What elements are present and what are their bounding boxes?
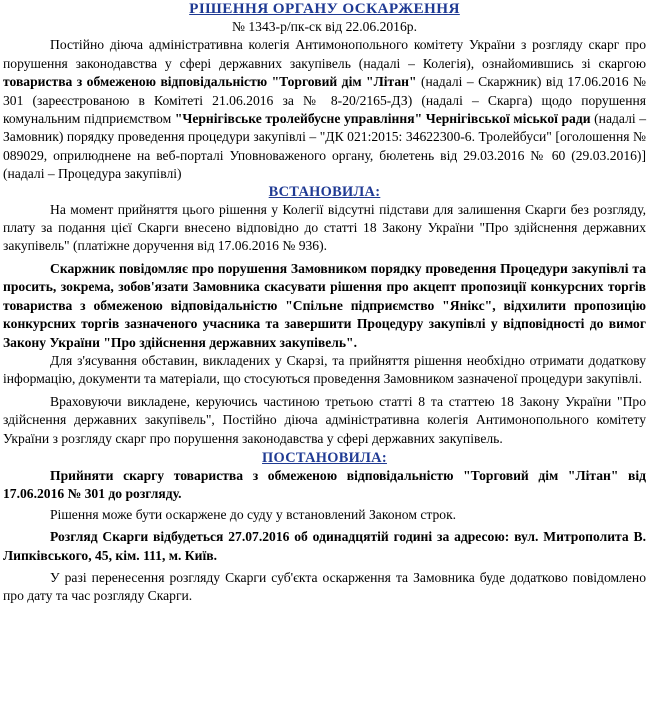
resolved-paragraph-2: Рішення може бути оскаржене до суду у встановлений Законом строк. bbox=[50, 506, 457, 522]
document-title: РІШЕННЯ ОРГАНУ ОСКАРЖЕННЯ bbox=[189, 0, 460, 17]
intro-text-3: (надалі – Замовник) порядку проведення процедури закупівлі – "ДК 021:2015: 34622300-6. Тролейбуси" [оголошення № 089029, оприлюднене на веб-порталі Уповноваженого органу, бюлетень від 29.03.2016 № 60 (29.03.2016)] (надалі – Процедура закупівлі) bbox=[3, 111, 647, 182]
established-paragraph-1: На момент прийняття цього рішення у Колегії відсутні підстави для залишення Скарги без розгляду, плату за подання цієї Скарги внесено відповідно до статті 18 Закону України "Про здійснення державних закупівель" (платіжне доручення від 17.06.2016 № 936). bbox=[3, 201, 646, 254]
hearing-details: Розгляд Скарги відбудеться 27.07.2016 об одинадцятій годині за адресою: вул. Митрополита В. Липківського, 45, кім. 111, м. Київ. bbox=[3, 529, 646, 563]
resolved-paragraph-1: Прийняти скаргу товариства з обмеженою відповідальністю "Торговий дім "Літан" від 17.06.2016 № 301 до розгляду. bbox=[3, 467, 646, 502]
complaint-summary: Скаржник повідомляє про порушення Замовником порядку проведення Процедури закупівлі та просить, зокрема, зобов'язати Замовника скасувати рішення про акцепт пропозиції конкурсних торгів товариства з обмеженою відповідальністю "Спільне підприємство "Янікс", відхилити пропозицію конкурсних торгів зазначеного учасника та завершити Процедуру закупівлі у відповідності до вимог Закону України "Про здійснення державних закупівель". bbox=[3, 260, 646, 350]
customer-name: "Чернігівське тролейбусне управління" Чернігівської міської ради bbox=[174, 111, 591, 127]
complainant-name: товариства з обмеженою відповідальністю "Торговий дім "Літан" bbox=[3, 74, 417, 90]
intro-text-2: (надалі – Скаржник) від 17.06.2016 № 301 (зареєстрованою в Комітеті 21.06.2016 за № 8-20/2165-ДЗ) (надалі – Скарга) щодо порушення комунальним підприємством bbox=[3, 74, 647, 127]
established-paragraph-4: Враховуючи викладене, керуючись частиною третьою статті 8 та статтею 18 Закону України "Про здійснення державних закупівель", Постійно діюча адміністративна колегія Антимонопольного комітету України з розгляду скарг про порушення законодавства у сфері державних закупівель. bbox=[3, 393, 646, 446]
resolved-paragraph-4: У разі перенесення розгляду Скарги суб'єкта оскарження та Замовника буде додатково повідомлено про дату та час розгляду Скарги. bbox=[3, 569, 646, 604]
established-heading: ВСТАНОВИЛА: bbox=[268, 183, 381, 200]
intro-text-1: Постійно діюча адміністративна колегія Антимонопольного комітету України з розгляду скарг про порушення законодавства у сфері державних закупівель (надалі – Колегія), ознайомившись зі скаргою bbox=[3, 37, 646, 71]
established-paragraph-3: Для з'ясування обставин, викладених у Скарзі, та прийняття рішення необхідно отримати додаткову інформацію, документи та матеріали, що стосуються проведення Замовником зазначеної процедури закупівлі. bbox=[3, 352, 646, 387]
decision-number: № 1343-р/пк-ск від 22.06.2016р. bbox=[232, 19, 417, 34]
resolved-heading: ПОСТАНОВИЛА: bbox=[262, 449, 387, 466]
intro-paragraph bbox=[3, 36, 646, 183]
